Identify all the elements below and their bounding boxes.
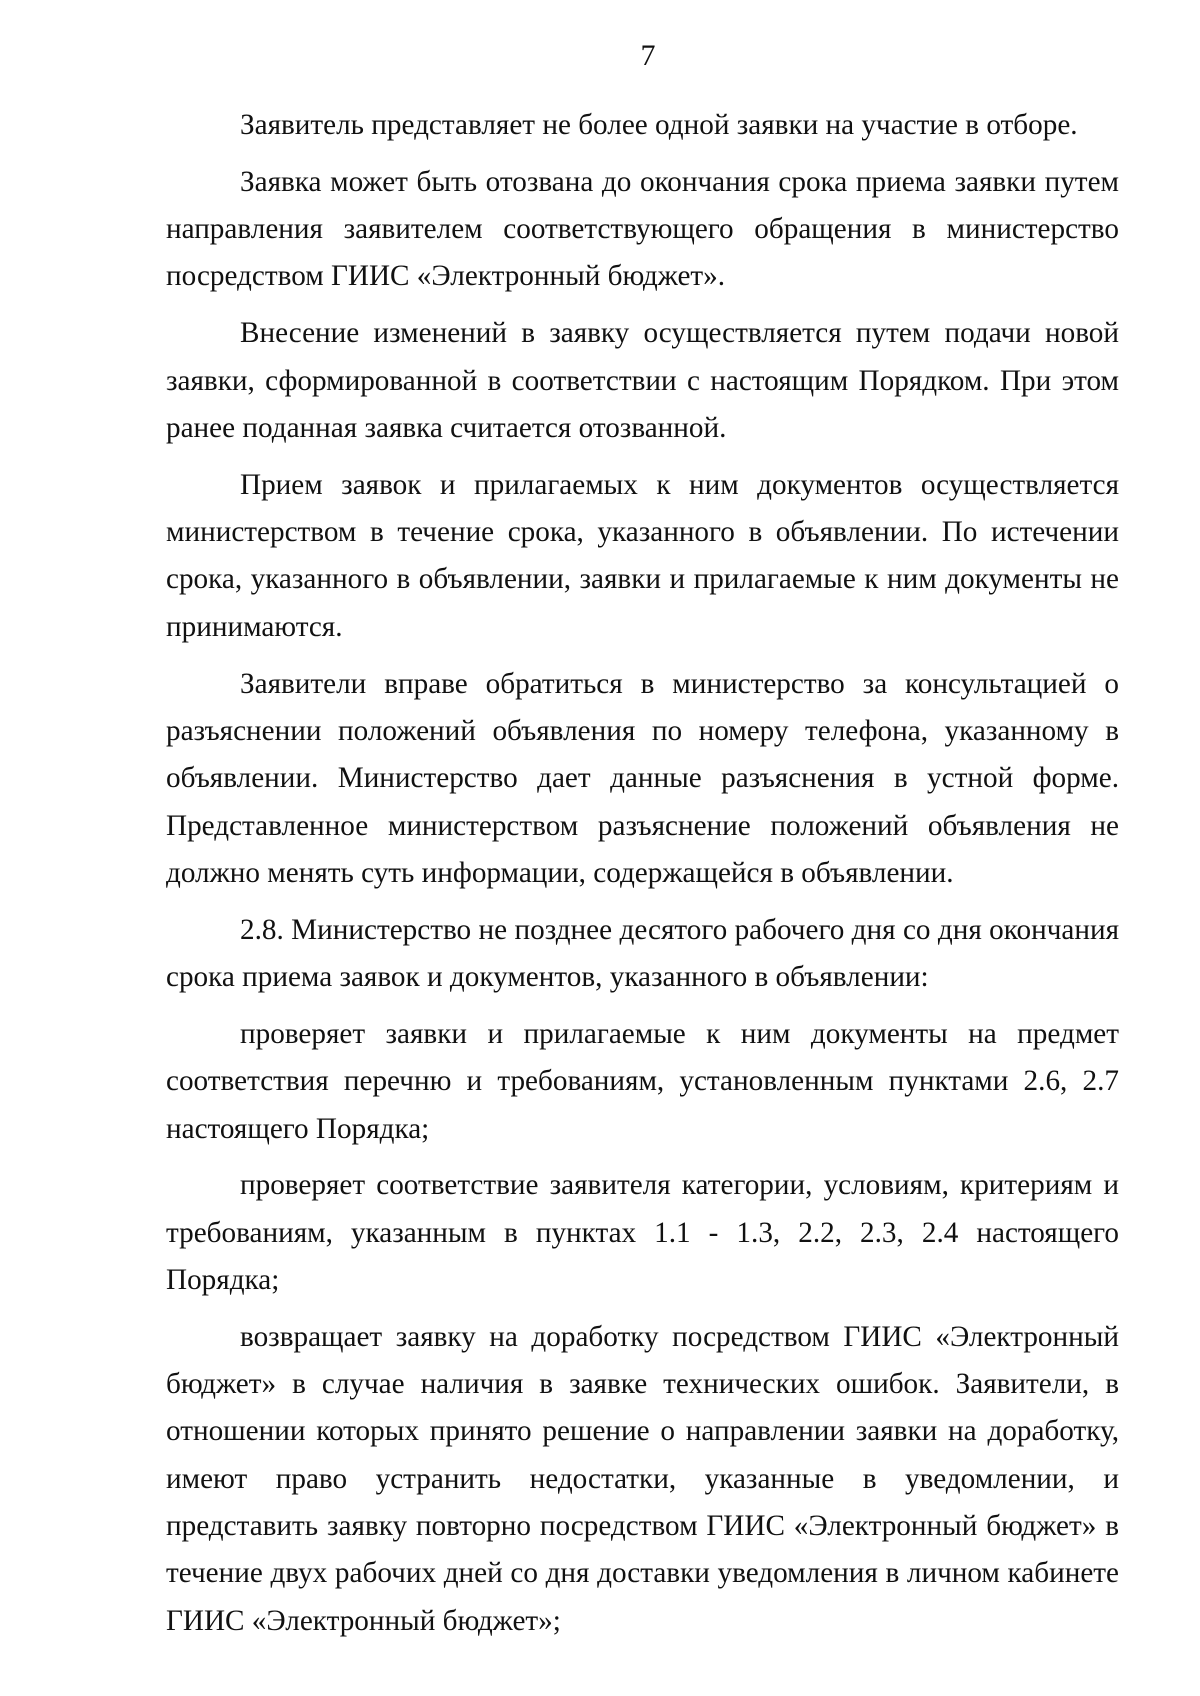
paragraph-application-changes: Внесение изменений в заявку осуществляется путем подачи новой заявки, сформированной в соответствии с настоящим Порядком. При этом ранее поданная заявка считается отозванной.: [166, 317, 1119, 444]
list-item-check-applicant: проверяет соответствие заявителя категории, условиям, критериям и требованиям, указанным в пунктах 1.1 - 1.3, 2.2, 2.3, 2.4 настоящего Порядка;: [166, 1169, 1119, 1296]
paragraph-section-2-8: 2.8. Министерство не позднее десятого рабочего дня со дня окончания срока приема заявок и документов, указанного в объявлении:: [166, 913, 1119, 994]
paragraph-application-acceptance: Прием заявок и прилагаемых к ним документов осуществляется министерством в течение срока, указанного в объявлении. По истечении срока, указанного в объявлении, заявки и прилагаемые к ним документы не принимаются.: [166, 468, 1119, 643]
paragraph-single-application: Заявитель представляет не более одной заявки на участие в отборе.: [240, 109, 1078, 141]
list-item-check-documents: проверяет заявки и прилагаемые к ним документы на предмет соответствия перечню и требованиям, установленным пунктами 2.6, 2.7 настоящего Порядка;: [166, 1017, 1119, 1145]
list-item-return-for-revision: возвращает заявку на доработку посредством ГИИС «Электронный бюджет» в случае наличия в заявке технических ошибок. Заявители, в отношении которых принято решение о направлении заявки на доработку, имеют право устранить недостатки, указанные в уведомлении, и представить заявку повторно посредством ГИИС «Электронный бюджет» в течение двух рабочих дней со дня доставки уведомления в личном кабинете ГИИС «Электронный бюджет»;: [166, 1320, 1119, 1637]
page-number: 7: [640, 39, 656, 72]
paragraph-consultation: Заявители вправе обратиться в министерство за консультацией о разъяснении положений объявления по номеру телефона, указанному в объявлении. Министерство дает данные разъяснения в устной форме. Представленное министерством разъяснение положений объявления не должно менять суть информации, содержащейся в объявлении.: [166, 667, 1119, 889]
paragraph-application-withdrawal: Заявка может быть отозвана до окончания срока приема заявки путем направления заявителем соответствующего обращения в министерство посредством ГИИС «Электронный бюджет».: [166, 165, 1119, 293]
document-body: [166, 102, 1119, 1645]
